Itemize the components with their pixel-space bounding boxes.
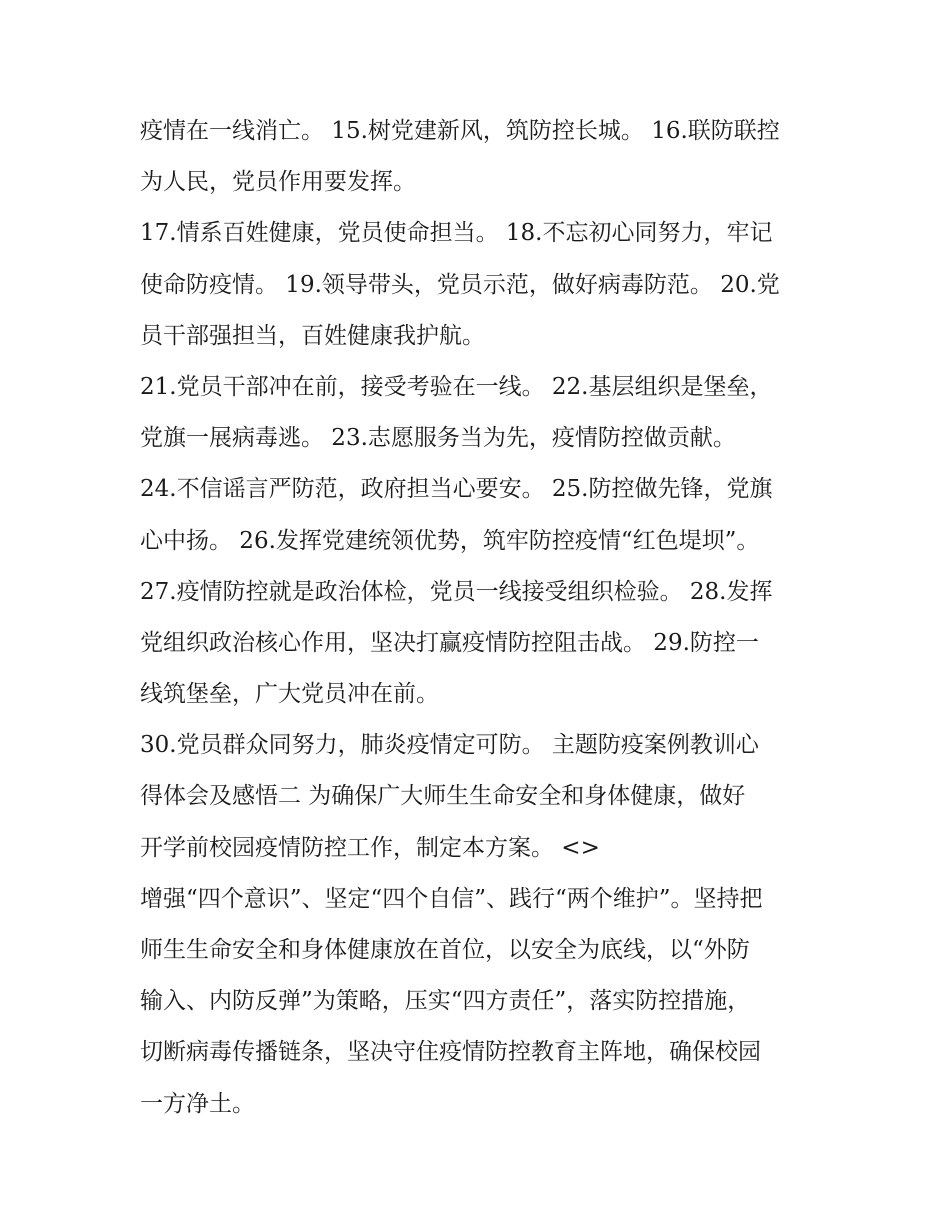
- text-line: 心中扬。 26.发挥党建统领优势，筑牢防控疫情“红色堤坝”。: [140, 527, 760, 554]
- text-line: 师生生命安全和身体健康放在首位，以安全为底线，以“外防: [140, 937, 750, 963]
- text-line: 线筑堡垒，广大党员冲在前。: [140, 681, 439, 708]
- text-line: 30.党员群众同努力，肺炎疫情定可防。 主题防疫案例教训心: [140, 732, 759, 759]
- text-line: 使命防疫情。 19.领导带头，党员示范，做好病毒防范。 20.党: [140, 271, 780, 298]
- text-line: 切断病毒传播链条，坚决守住疫情防控教育主阵地，确保校园: [140, 1039, 761, 1066]
- text-line: 为人民，党员作用要发挥。: [140, 169, 416, 196]
- text-line: 增强“四个意识”、坚定“四个自信”、践行“两个维护”。坚持把: [140, 885, 763, 912]
- text-line: 员干部强担当，百姓健康我护航。: [140, 322, 485, 349]
- text-line: 党组织政治核心作用，坚决打赢疫情防控阻击战。 29.防控一: [140, 629, 759, 656]
- text-line: 输入、内防反弹”为策略，压实“四方责任”，落实防控措施，: [140, 988, 751, 1015]
- text-line: 24.不信谣言严防范，政府担当心要安。 25.防控做先锋，党旗: [140, 476, 773, 503]
- text-line: 17.情系百姓健康，党员使命担当。 18.不忘初心同努力，牢记: [140, 220, 773, 247]
- text-line: 21.党员干部冲在前，接受考验在一线。 22.基层组织是堡垒，: [140, 373, 773, 400]
- text-line: 开学前校园疫情防控工作，制定本方案。 <>: [140, 834, 600, 861]
- body-text: [140, 106, 830, 1130]
- text-line: 疫情在一线消亡。 15.树党建新风，筑防控长城。 16.联防联控: [140, 118, 780, 144]
- text-line: 得体会及感悟二 为确保广大师生生命安全和身体健康，做好: [140, 783, 746, 810]
- text-line: 一方净土。: [140, 1090, 255, 1117]
- text-line: 党旗一展病毒逃。 23.志愿服务当为先，疫情防控做贡献。: [140, 425, 736, 452]
- text-line: 27.疫情防控就是政治体检，党员一线接受组织检验。 28.发挥: [140, 578, 773, 605]
